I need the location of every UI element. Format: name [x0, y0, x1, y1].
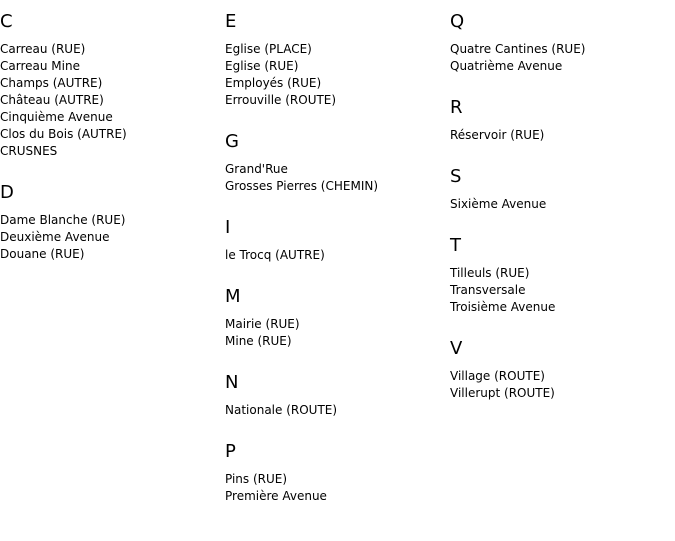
- section-letter-heading: I: [225, 217, 231, 238]
- street-link[interactable]: Grosses Pierres (CHEMIN): [225, 179, 379, 193]
- street-list: [225, 471, 450, 505]
- street-link[interactable]: Carreau (RUE): [0, 42, 86, 56]
- street-link[interactable]: Château (AUTRE): [0, 93, 104, 107]
- section-spacer: [225, 195, 450, 206]
- street-link[interactable]: Eglise (PLACE): [225, 42, 312, 56]
- section-letter-heading: V: [450, 338, 463, 359]
- letter-section: [450, 166, 675, 224]
- street-list: [0, 212, 225, 263]
- street-link[interactable]: Pins (RUE): [225, 472, 288, 486]
- street-link[interactable]: Villerupt (ROUTE): [450, 386, 555, 400]
- section-spacer: [450, 213, 675, 224]
- street-link[interactable]: Sixième Avenue: [450, 197, 547, 211]
- letter-section: [0, 11, 225, 171]
- street-link[interactable]: Quatre Cantines (RUE): [450, 42, 586, 56]
- street-link[interactable]: Transversale: [450, 283, 526, 297]
- section-letter-heading: T: [450, 235, 461, 256]
- section-spacer: [0, 160, 225, 171]
- street-list: [225, 41, 450, 109]
- section-spacer: [225, 109, 450, 120]
- index-column: [225, 0, 450, 505]
- street-list: [450, 127, 675, 144]
- index-column: [450, 0, 675, 402]
- street-link[interactable]: CRUSNES: [0, 144, 58, 158]
- letter-section: [450, 235, 675, 327]
- street-list: [225, 402, 450, 419]
- section-spacer: [450, 316, 675, 327]
- section-letter-heading: G: [225, 131, 239, 152]
- section-spacer: [450, 75, 675, 86]
- letter-section: [225, 11, 450, 120]
- letter-section: [225, 441, 450, 505]
- letter-section: [225, 372, 450, 430]
- street-link[interactable]: Troisième Avenue: [450, 300, 556, 314]
- street-link[interactable]: le Trocq (AUTRE): [225, 248, 325, 262]
- letter-section: [450, 97, 675, 155]
- section-spacer: [450, 144, 675, 155]
- street-link[interactable]: Cinquième Avenue: [0, 110, 113, 124]
- street-link[interactable]: Grand'Rue: [225, 162, 288, 176]
- letter-section: [225, 286, 450, 361]
- street-link[interactable]: Mairie (RUE): [225, 317, 300, 331]
- street-link[interactable]: Nationale (ROUTE): [225, 403, 338, 417]
- letter-section: [450, 11, 675, 86]
- letter-section: [225, 217, 450, 275]
- street-list: [450, 41, 675, 75]
- letter-section: [225, 131, 450, 206]
- street-link[interactable]: Employés (RUE): [225, 76, 322, 90]
- street-list: [225, 247, 450, 264]
- street-link[interactable]: Carreau Mine: [0, 59, 80, 73]
- street-link[interactable]: Douane (RUE): [0, 247, 85, 261]
- section-letter-heading: N: [225, 372, 239, 393]
- section-letter-heading: S: [450, 166, 462, 187]
- section-spacer: [225, 350, 450, 361]
- street-link[interactable]: Première Avenue: [225, 489, 327, 503]
- street-link[interactable]: Errouville (ROUTE): [225, 93, 337, 107]
- letter-section: [0, 182, 225, 263]
- street-link[interactable]: Village (ROUTE): [450, 369, 545, 383]
- street-link[interactable]: Quatrième Avenue: [450, 59, 563, 73]
- section-letter-heading: M: [225, 286, 241, 307]
- street-link[interactable]: Tilleuls (RUE): [450, 266, 530, 280]
- section-letter-heading: P: [225, 441, 236, 462]
- street-list: [0, 41, 225, 160]
- street-link[interactable]: Eglise (RUE): [225, 59, 299, 73]
- section-letter-heading: R: [450, 97, 463, 118]
- street-link[interactable]: Mine (RUE): [225, 334, 292, 348]
- street-link[interactable]: Réservoir (RUE): [450, 128, 545, 142]
- section-spacer: [225, 419, 450, 430]
- street-link[interactable]: Clos du Bois (AUTRE): [0, 127, 127, 141]
- street-link[interactable]: Deuxième Avenue: [0, 230, 110, 244]
- section-letter-heading: C: [0, 11, 13, 32]
- street-list: [450, 368, 675, 402]
- section-letter-heading: E: [225, 11, 237, 32]
- section-letter-heading: Q: [450, 11, 465, 32]
- street-list: [450, 196, 675, 213]
- index-column: [0, 0, 225, 263]
- street-link[interactable]: Champs (AUTRE): [0, 76, 103, 90]
- street-link[interactable]: Dame Blanche (RUE): [0, 213, 126, 227]
- section-letter-heading: D: [0, 182, 14, 203]
- street-list: [225, 161, 450, 195]
- street-list: [450, 265, 675, 316]
- letter-section: [450, 338, 675, 402]
- section-spacer: [225, 264, 450, 275]
- street-list: [225, 316, 450, 350]
